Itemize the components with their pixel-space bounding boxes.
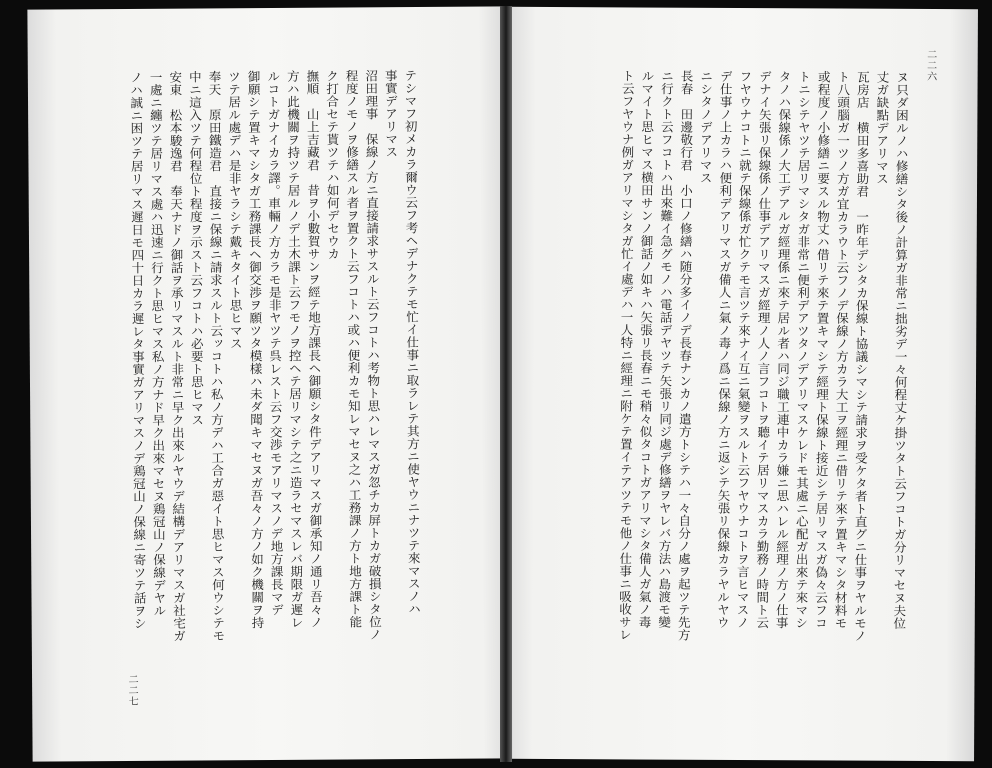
text-column: 丈ガ缺點デアリマス	[874, 70, 891, 186]
text-column: ヌ只ダ困ルノハ修繕シタ後ノ計算ガ非常ニ拙劣デ一々何程丈ケ掛ツタト云フコトガ分リマセヌ夫位	[891, 70, 910, 630]
left-page	[27, 6, 512, 761]
text-column: ト云フヤウナ例ガアリマシタガ忙イ處デハ一人特ニ經理ニ附ケテ置イテアツテモ他ノ仕事ニ吸收サレ	[617, 69, 636, 641]
text-column: 奉天 原田鐵造君 直接ニ保線ニ請求スルト云ッコトハ私ノ方デハ工合ガ惡イト思ヒマス何ウシテモ	[206, 70, 226, 642]
text-column: ニシタノデアリマス	[698, 69, 714, 185]
text-columns	[526, 69, 911, 691]
text-column: ク打合セテ貰ツテハ如何デセウカ	[324, 69, 341, 261]
text-column: ルコトガナイカラ譯。車輛ノ方カラモ是非ヤツテ呉レスト云フ交渉モアリマスノデ地方課長マデ	[265, 69, 285, 617]
text-column: タノハ保線係ノ大工デアルガ經理係ニ來テ居ル者ハ同ジ職工連中カラ嫌ニ思ハレル經理ノ方ノ仕事	[774, 70, 793, 630]
text-column: ノハ誠ニ困ツテ居リマス遲日モ四十日カラ遲レタ事實ガアリマスノデ鶏冠山ノ保線ニ寄ツテ話ヲシ	[128, 70, 148, 630]
page-number: 二二六	[924, 48, 936, 83]
text-column: 或程度ノ小修繕ニ要スル物丈ハ借リテ來テ置キマシテ經理ト保線ト接近シテ居リマスガ偽々云フコ	[813, 70, 832, 630]
text-column: 瓦房店 横田多喜助君 一昨年デシタカ保線ト協議シマシテ請求ヲ受ケタ者ト直グニ仕事ヲヤルモノ	[852, 70, 871, 643]
text-column: 沼田理事 保線ノ方ニ直接請求サスルト云フコトハ考物ト思ハレマスガ忽チカ屏トカガ破損シタ位ノ	[363, 69, 383, 641]
text-column: 事實デアリマス	[383, 69, 399, 159]
text-column: テシマフ初メカラ爾ウ云フ考ヘデナクテモ忙イ仕事ニ取ラレテ其方ニ使ヤウニナツテ來マスノハ	[402, 68, 422, 616]
right-page	[504, 7, 978, 761]
text-column: フヤウナコトニ就テ保線係ガ忙クテモ言ツテ來ナイ互ニ氣變ヲスルト云フヤウナコトヲ言ヒマスノ	[734, 69, 753, 629]
text-column: ツテ居ル處デハ是非ヤラシテ戴キタイト思ヒマス	[226, 70, 244, 350]
text-column: デ仕事ノ上カラハ便利デアリマスガ備人ニ氣ノ毒ノ爲ニ保線ノ方ニ返シテ矢張リ保線カラヤルヤウ	[715, 69, 734, 629]
text-column: 方ハ此機關ヲ持ツテ居ルノデ土木課ト云フモノヲ控ヘテ居リマシテ之ニ造ラセマスレバ期限ガ遲レ	[285, 69, 305, 629]
text-column: 中ニ這入ツテ何程位ト程度ヲ示スト云フコトハ必要ト思ヒマス	[187, 70, 205, 427]
text-column: デナイ矢張リ保線係ノ仕事デアリマスガ經理ノ人ノ言フコトヲ聽イテ居リマスカラ勤務ノ時間ト云	[754, 70, 773, 629]
text-column: ルマイト思ヒマス横田サンノ御話ノ如キハ矢張リ長春ニモ稍々似タコトガアリマシタ備人ガ氣ノ毒	[637, 69, 655, 629]
text-column: トニシテヤツテ居リマシタガ非常ニ便利デアツタノデアリマスケレドモ其處ニ心配ガ出來テ來マシ	[793, 70, 812, 630]
text-column: 撫順 山上吉藏君 昔ヲ小數賀サンヲ經テ地方課長ヘ御願シタ件デアリマスガ御承知ノ通リ吾々ノ	[304, 69, 324, 629]
text-columns	[60, 69, 424, 691]
text-column: ニ行クト云フコトハ出來難イ急グモノハ電話デヤツテ矢張リ同ジ處デ修繕ヲヤレバ方法ハ島渡モ變	[656, 69, 675, 629]
text-column: 一處ニ纏ツテ居リマス處ハ迅速ニ行クト思ヒマス私ノ方ナド早ク出來マセヌ鶏冠山ノ保線デヤル	[148, 70, 167, 617]
text-column: 程度ノモノヲ修繕スル者ヲ置クト云フコトハ或ハ便利カモ知レマセヌ之ハ工務課ノ方ト地方課ト能	[344, 69, 363, 629]
text-column: 御願シテ置キマシタガ工務課長ヘ御交渉ヲ願ツタ模樣ハ未ダ聞キマセヌガ吾々ノ方ノ如ク機關ヲ持	[246, 70, 265, 629]
text-column: 長春 田邊敬行君 小口ノ修繕ハ随分多イノデ長春ナンカノ遣方トシテハ一々自分ノ處ヲ起ツテ先方	[676, 69, 695, 642]
text-column: ト八頭腦ガ一ツノ方ガ宜カラウト云フノデ保線ノ方カラ大工ヲ經理ニ借リテ來テ置キマシタ材料モ	[832, 70, 851, 630]
text-column: 安東 松本駿逸君 奉天ナドノ御話ヲ承リマスルト非常ニ早ク出來ルヤウデ結構デアリマスガ社宅ガ	[167, 70, 187, 643]
book-gutter	[500, 6, 512, 762]
page-number: 二二七	[126, 673, 138, 708]
